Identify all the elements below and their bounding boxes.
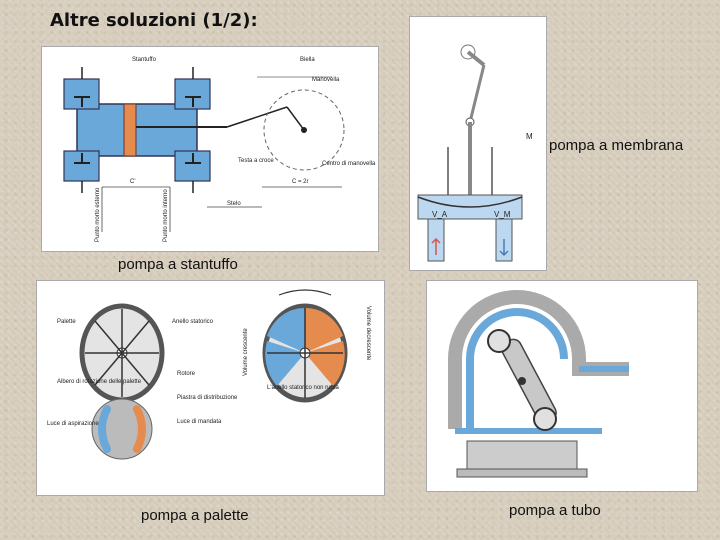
caption-membrana: pompa a membrana [549, 137, 684, 154]
label-vm: V_M [494, 210, 511, 219]
label-punto-morto-esterno: Punto morto esterno [95, 187, 101, 242]
label-testa-croce: Testa a croce [238, 158, 274, 164]
label-palette: Palette [57, 319, 76, 325]
label-stantuffo: Stantuffo [132, 57, 156, 63]
label-manovella: Manovella [312, 77, 340, 83]
label-biella: Biella [300, 57, 315, 63]
label-c-eq: C = 2r [292, 179, 309, 185]
label-centro-manovella: Centro di manovella [322, 161, 376, 167]
label-luce-mandata: Luce di mandata [177, 419, 222, 425]
label-volume-decrescente: Volume decrescente [365, 306, 371, 361]
caption-stantuffo: pompa a stantuffo [118, 256, 238, 273]
piston-pump-diagram [41, 46, 379, 252]
label-anello-statorico: Anello statorico [172, 319, 214, 325]
caption-tubo: pompa a tubo [509, 502, 601, 519]
label-volume-crescente: Volume crescente [243, 328, 249, 376]
peristaltic-pump-diagram [426, 280, 698, 492]
label-c-prime: C' [130, 179, 136, 185]
label-va: V_A [432, 210, 448, 219]
label-stelo: Stelo [227, 201, 241, 207]
label-piastra: Piastra di distribuzione [177, 395, 238, 401]
diaphragm-pump-diagram [409, 16, 547, 271]
label-punto-morto-interno: Punto morto interno [163, 189, 169, 242]
slide-title: Altre soluzioni (1/2): [50, 10, 258, 31]
label-albero: Albero di rotazione delle palette [57, 379, 142, 385]
label-luce-aspirazione: Luce di aspirazione [47, 421, 99, 427]
vane-pump-diagram [36, 280, 385, 496]
label-rotore: Rotore [177, 371, 196, 377]
caption-palette: pompa a palette [141, 507, 249, 524]
label-anello-ruota: L'anello statorico non ruota [267, 385, 339, 391]
label-m: M [526, 132, 533, 141]
